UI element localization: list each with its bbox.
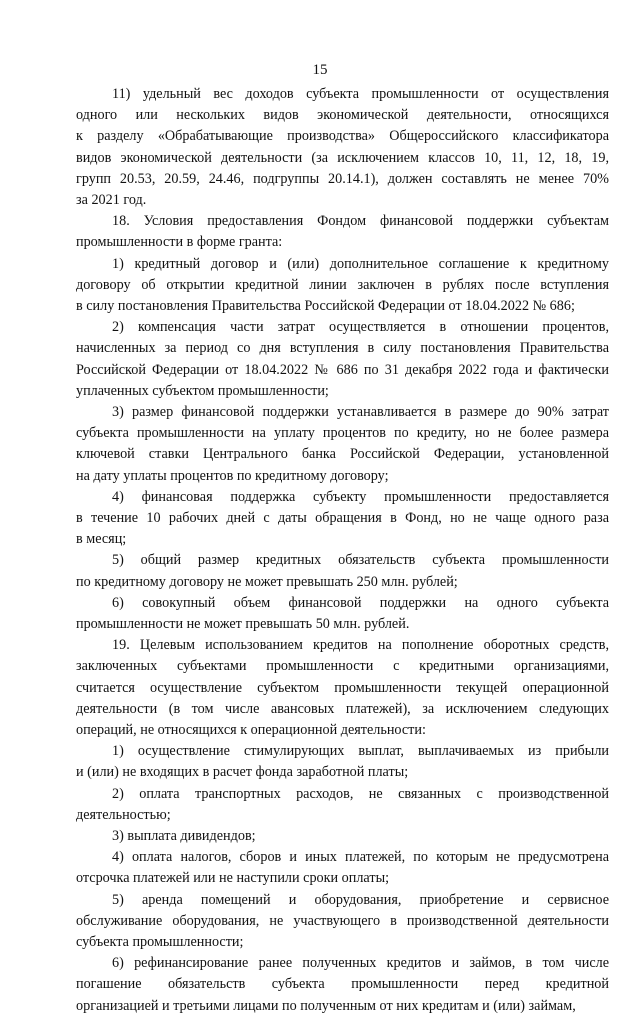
text-line: Российской Федерации от 18.04.2022 № 686 по 31 декабря 2022 года и фактически — [76, 361, 609, 378]
text-line: групп 20.53, 20.59, 24.46, подгруппы 20.14.1), должен составлять не менее 70% — [76, 170, 609, 187]
text-line: 11) удельный вес доходов субъекта промышленности от осуществления — [112, 86, 609, 102]
text-line: погашение обязательств субъекта промышленности перед кредитной — [76, 976, 609, 993]
text-line: 4) оплата налогов, сборов и иных платежей, по которым не предусмотрена — [112, 849, 609, 866]
text-line: организацией и третьими лицами по полученным от них кредитам и (или) займам, — [76, 997, 576, 1014]
text-line: ключевой ставки Центрального банка Российской Федерации, установленной — [76, 446, 609, 463]
text-line: видов экономической деятельности (за исключением классов 10, 11, 12, 18, 19, — [76, 149, 609, 166]
text-line: заключенных субъектами промышленности с кредитными организациями, — [76, 658, 609, 675]
text-line: 18. Условия предоставления Фондом финансовой поддержки субъектам — [112, 213, 609, 230]
text-line: обслуживание оборудования, не участвующего в производственной деятельности — [76, 912, 609, 929]
text-line: 19. Целевым использованием кредитов на пополнение оборотных средств, — [112, 637, 609, 654]
text-line: субъекта промышленности на уплату процентов по кредиту, но не более размера — [76, 425, 609, 442]
text-line: за 2021 год. — [76, 192, 147, 208]
text-line: в силу постановления Правительства Российской Федерации от 18.04.2022 № 686; — [76, 298, 575, 314]
text-line: и (или) не входящих в расчет фонда заработной платы; — [76, 764, 409, 781]
text-line: отсрочка платежей или не наступили сроки оплаты; — [76, 870, 390, 887]
text-line: операций, не относящихся к операционной деятельности: — [76, 722, 426, 738]
text-line: промышленности не может превышать 50 млн. рублей. — [76, 616, 410, 632]
text-line: 5) аренда помещений и оборудования, приобретение и сервисное — [112, 891, 609, 908]
text-line: договору об открытии кредитной линии заключен в рублях после вступления — [76, 276, 609, 293]
text-line: в течение 10 рабочих дней с даты обращения в Фонд, но не чаще одного раза — [76, 510, 609, 526]
text-line: начисленных за период со дня вступления в силу постановления Правительства — [76, 340, 609, 357]
text-line: субъекта промышленности; — [76, 934, 244, 950]
text-line: 1) осуществление стимулирующих выплат, выплачиваемых из прибыли — [112, 743, 609, 760]
text-line: в месяц; — [76, 531, 127, 548]
text-line: к разделу «Обрабатывающие производства» Общероссийского классификатора — [76, 128, 609, 145]
text-line: уплаченных субъектом промышленности; — [76, 382, 329, 399]
text-line: 6) рефинансирование ранее полученных кредитов и займов, в том числе — [112, 955, 609, 972]
text-line: по кредитному договору не может превышать 250 млн. рублей; — [76, 573, 458, 590]
text-line: деятельностью; — [76, 806, 171, 823]
text-line: 3) размер финансовой поддержки устанавливается в размере до 90% затрат — [112, 404, 609, 420]
text-line: одного или нескольких видов экономической деятельности, относящихся — [76, 107, 609, 124]
text-line: на дату уплаты процентов по кредитному договору; — [76, 467, 389, 484]
text-line: 2) оплата транспортных расходов, не связанных с производственной — [112, 785, 609, 802]
text-line: считается осуществление субъектом промышленности текущей операционной — [76, 679, 609, 696]
text-line: 1) кредитный договор и (или) дополнительное соглашение к кредитному — [112, 255, 609, 272]
text-line: 2) компенсация части затрат осуществляется в отношении процентов, — [112, 319, 609, 336]
text-line: деятельности (в том числе авансовых платежей), за исключением следующих — [76, 700, 609, 717]
text-line: 6) совокупный объем финансовой поддержки на одного субъекта — [112, 594, 609, 611]
text-line: 4) финансовая поддержка субъекту промышленности предоставляется — [112, 488, 609, 505]
text-line: 5) общий размер кредитных обязательств субъекта промышленности — [112, 552, 609, 569]
text-line: 3) выплата дивидендов; — [112, 828, 256, 844]
page-number: 15 — [312, 62, 328, 78]
text-line: промышленности в форме гранта: — [76, 234, 283, 251]
